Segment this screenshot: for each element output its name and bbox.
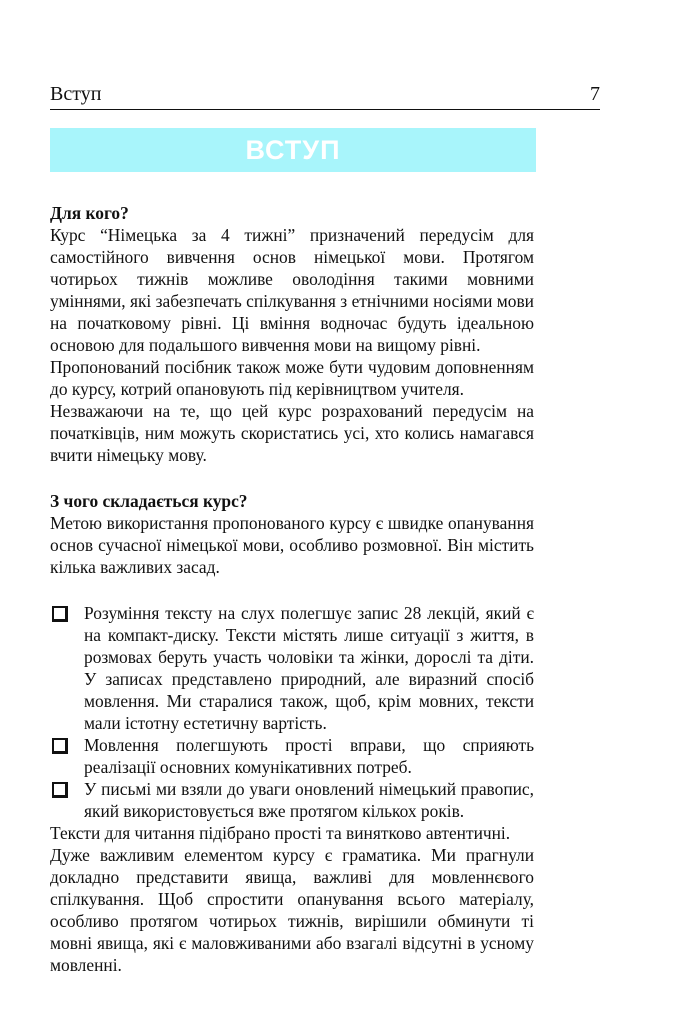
running-title: Вступ xyxy=(50,83,102,105)
running-header xyxy=(50,83,600,110)
checkbox-bullet-icon xyxy=(52,606,68,622)
chapter-title: ВСТУП xyxy=(245,134,341,165)
list-item xyxy=(50,778,534,822)
paragraph: Тексти для читання підібрано прості та винятково автентичні. xyxy=(50,823,511,843)
page-number: 7 xyxy=(590,83,600,105)
paragraph: Незважаючи на те, що цей курс розрахований передусім на початківців, ним можуть скористатись усі, хто колись намагався вчити німецьку мову. xyxy=(50,401,534,465)
list-item-text: У письмі ми взяли до уваги оновлений німецький правопис, який використовується вже протягом кількох років. xyxy=(84,779,534,821)
list-item xyxy=(50,602,534,734)
page-body xyxy=(50,202,534,976)
section-heading: Для кого? xyxy=(50,203,129,223)
section-course-structure xyxy=(50,490,534,976)
list-item xyxy=(50,734,534,778)
paragraph: Метою використання пропонованого курсу є швидке опанування основ сучасної німецької мови, особливо розмовної. Він містить кілька важливих засад. xyxy=(50,513,534,577)
checkbox-bullet-icon xyxy=(52,738,68,754)
list-item-text: Мовлення полегшують прості вправи, що сприяють реалізації основних комунікативних потреб. xyxy=(84,735,534,777)
section-who-for xyxy=(50,202,534,466)
paragraph: Курс “Німецька за 4 тижні” призначений передусім для самостійного вивчення основ німецької мови. Протягом чотирьох тижнів можливе оволодіння такими мовними уміннями, які забезпечать спілкування з етнічними носіями мови на початковому рівні. Ці вміння водночас будуть ідеальною основою для подальшого вивчення мови на вищому рівні. xyxy=(50,225,534,355)
paragraph: Дуже важливим елементом курсу є граматика. Ми прагнули докладно представити явища, важливі для мовленнєвого спілкування. Щоб спростити опанування всього матеріалу, особливо протягом чотирьох тижнів, вирішили обминути ті мовні явища, які є маловживаними або взагалі відсутні в усному мовленні. xyxy=(50,845,534,975)
checkbox-bullet-icon xyxy=(52,782,68,798)
paragraph: Пропонований посібник також може бути чудовим доповненням до курсу, котрий опановують під керівництвом учителя. xyxy=(50,357,534,399)
principles-list xyxy=(50,602,534,822)
list-item-text: Розуміння тексту на слух полегшує запис 28 лекцій, який є на компакт-диску. Тексти містять лише ситуації з життя, в розмовах беруть участь чоловіки та жінки, дорослі та діти. У записах представлено природний, але виразний спосіб мовлення. Ми старалися також, щоб, крім мовних, тексти мали істотну естетичну вартість. xyxy=(84,603,534,733)
chapter-banner xyxy=(50,128,536,172)
section-heading: З чого складається курс? xyxy=(50,491,248,511)
